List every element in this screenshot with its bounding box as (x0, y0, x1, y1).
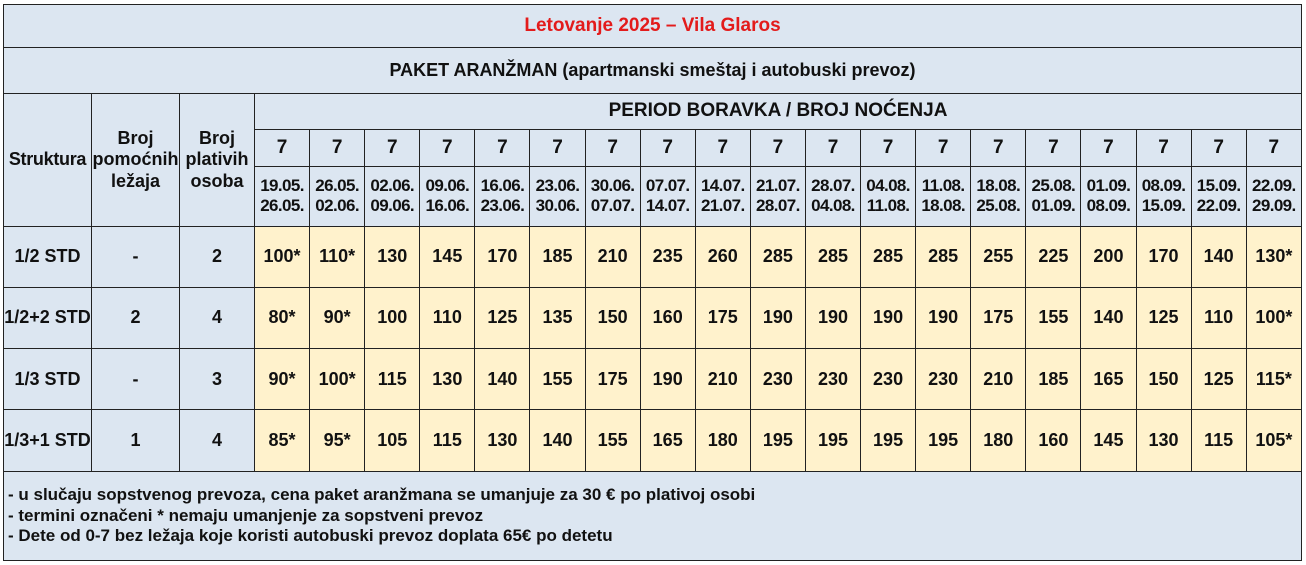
price-cell: 190 (861, 288, 916, 349)
period-dates (310, 166, 365, 226)
row-plative-osobe: 4 (180, 410, 255, 471)
row-struktura: 1/3 STD (4, 349, 92, 410)
period-nights: 7 (750, 130, 805, 166)
period-dates (971, 166, 1026, 226)
price-cell: 210 (971, 349, 1026, 410)
period-dates (365, 166, 420, 226)
row-plative-osobe: 2 (180, 226, 255, 287)
table-title: Letovanje 2025 – Vila Glaros (4, 5, 1302, 48)
price-cell: 285 (805, 226, 860, 287)
price-cell: 230 (861, 349, 916, 410)
price-cell: 185 (1026, 349, 1081, 410)
price-cell: 190 (640, 349, 695, 410)
price-cell: 285 (750, 226, 805, 287)
col-header-broj-pomocnih: Broj pomoćnih ležaja (92, 94, 180, 227)
period-dates (530, 166, 585, 226)
period-date-from: 14.07. (700, 175, 745, 195)
period-dates (1026, 166, 1081, 226)
price-cell: 110* (310, 226, 365, 287)
price-cell: 195 (861, 410, 916, 471)
price-cell: 170 (475, 226, 530, 287)
period-dates (750, 166, 805, 226)
row-pomocni-lezaji: 1 (92, 410, 180, 471)
row-struktura: 1/3+1 STD (4, 410, 92, 471)
price-cell: 140 (1191, 226, 1246, 287)
notes-section (4, 471, 1302, 560)
price-cell: 125 (475, 288, 530, 349)
period-nights: 7 (585, 130, 640, 166)
price-cell: 90* (255, 349, 310, 410)
price-cell: 160 (1026, 410, 1081, 471)
period-nights: 7 (916, 130, 971, 166)
period-date-to: 29.09. (1252, 196, 1296, 216)
period-date-from: 19.05. (260, 175, 304, 195)
price-cell: 165 (640, 410, 695, 471)
price-cell: 195 (805, 410, 860, 471)
price-cell: 180 (695, 410, 750, 471)
price-cell: 190 (805, 288, 860, 349)
price-cell: 90* (310, 288, 365, 349)
period-date-to: 11.08. (866, 196, 910, 216)
period-date-to: 18.08. (921, 196, 965, 216)
period-date-to: 08.09. (1086, 196, 1131, 216)
price-cell: 225 (1026, 226, 1081, 287)
table-row (4, 226, 1302, 287)
period-date-from: 01.09. (1086, 175, 1131, 195)
price-cell: 130 (420, 349, 475, 410)
price-cell: 110 (420, 288, 475, 349)
price-table (3, 4, 1302, 561)
price-cell: 230 (750, 349, 805, 410)
row-pomocni-lezaji: - (92, 226, 180, 287)
price-cell: 145 (420, 226, 475, 287)
price-cell: 150 (585, 288, 640, 349)
period-date-from: 07.07. (645, 175, 690, 195)
price-cell: 175 (695, 288, 750, 349)
price-cell: 115* (1246, 349, 1301, 410)
period-dates (640, 166, 695, 226)
period-date-from: 26.05. (315, 175, 359, 195)
price-cell: 185 (530, 226, 585, 287)
price-cell: 160 (640, 288, 695, 349)
period-date-from: 23.06. (535, 175, 580, 195)
price-cell: 140 (475, 349, 530, 410)
period-nights: 7 (420, 130, 475, 166)
price-cell: 195 (750, 410, 805, 471)
price-cell: 125 (1191, 349, 1246, 410)
period-date-to: 15.09. (1141, 196, 1186, 216)
period-date-from: 04.08. (866, 175, 910, 195)
period-date-to: 26.05. (260, 196, 304, 216)
period-date-from: 02.06. (370, 175, 415, 195)
period-date-to: 09.06. (370, 196, 415, 216)
period-nights: 7 (1191, 130, 1246, 166)
period-date-to: 28.07. (756, 196, 800, 216)
price-cell: 285 (861, 226, 916, 287)
row-plative-osobe: 3 (180, 349, 255, 410)
period-date-to: 07.07. (590, 196, 635, 216)
period-date-to: 23.06. (480, 196, 525, 216)
period-nights: 7 (1081, 130, 1136, 166)
price-cell: 100* (310, 349, 365, 410)
period-dates (916, 166, 971, 226)
period-nights: 7 (971, 130, 1026, 166)
price-cell: 110 (1191, 288, 1246, 349)
period-date-from: 11.08. (921, 175, 965, 195)
price-cell: 130 (475, 410, 530, 471)
period-dates (1191, 166, 1246, 226)
table-row (4, 410, 1302, 471)
row-plative-osobe: 4 (180, 288, 255, 349)
period-nights: 7 (475, 130, 530, 166)
period-nights: 7 (805, 130, 860, 166)
period-dates (1136, 166, 1191, 226)
period-date-from: 08.09. (1141, 175, 1186, 195)
price-cell: 190 (916, 288, 971, 349)
price-cell: 175 (585, 349, 640, 410)
period-nights: 7 (255, 130, 310, 166)
row-struktura: 1/2+2 STD (4, 288, 92, 349)
period-nights: 7 (695, 130, 750, 166)
period-date-to: 04.08. (811, 196, 855, 216)
price-cell: 190 (750, 288, 805, 349)
period-date-from: 30.06. (590, 175, 635, 195)
price-cell: 115 (420, 410, 475, 471)
period-dates (1246, 166, 1301, 226)
period-date-to: 14.07. (645, 196, 690, 216)
price-cell: 200 (1081, 226, 1136, 287)
period-dates (695, 166, 750, 226)
period-dates (805, 166, 860, 226)
price-cell: 135 (530, 288, 585, 349)
period-nights: 7 (310, 130, 365, 166)
period-date-to: 02.06. (315, 196, 359, 216)
note-asterisk: - termini označeni * nemaju umanjenje za sopstveni prevoz (8, 505, 484, 525)
period-date-to: 21.07. (700, 196, 745, 216)
period-nights: 7 (861, 130, 916, 166)
period-date-from: 28.07. (811, 175, 855, 195)
table-subtitle: PAKET ARANŽMAN (apartmanski smeštaj i autobuski prevoz) (4, 48, 1302, 94)
col-header-struktura: Struktura (4, 94, 92, 227)
price-cell: 105* (1246, 410, 1301, 471)
price-cell: 100 (365, 288, 420, 349)
period-date-to: 22.09. (1196, 196, 1241, 216)
period-nights: 7 (530, 130, 585, 166)
period-date-from: 25.08. (1031, 175, 1076, 195)
col-header-period: PERIOD BORAVKA / BROJ NOĆENJA (255, 94, 1302, 130)
price-cell: 145 (1081, 410, 1136, 471)
price-cell: 235 (640, 226, 695, 287)
row-pomocni-lezaji: 2 (92, 288, 180, 349)
price-cell: 230 (805, 349, 860, 410)
period-nights: 7 (640, 130, 695, 166)
price-cell: 115 (1191, 410, 1246, 471)
price-cell: 100* (255, 226, 310, 287)
price-cell: 170 (1136, 226, 1191, 287)
period-dates (420, 166, 475, 226)
table-row (4, 349, 1302, 410)
price-cell: 130* (1246, 226, 1301, 287)
price-cell: 285 (916, 226, 971, 287)
period-dates (1081, 166, 1136, 226)
period-dates (861, 166, 916, 226)
price-cell: 95* (310, 410, 365, 471)
price-cell: 115 (365, 349, 420, 410)
period-date-from: 22.09. (1252, 175, 1296, 195)
price-cell: 155 (1026, 288, 1081, 349)
period-date-from: 16.06. (480, 175, 525, 195)
period-nights: 7 (365, 130, 420, 166)
price-cell: 210 (695, 349, 750, 410)
price-cell: 85* (255, 410, 310, 471)
period-nights: 7 (1136, 130, 1191, 166)
price-cell: 155 (530, 349, 585, 410)
period-date-from: 21.07. (756, 175, 800, 195)
price-cell: 125 (1136, 288, 1191, 349)
row-struktura: 1/2 STD (4, 226, 92, 287)
price-cell: 140 (530, 410, 585, 471)
price-cell: 150 (1136, 349, 1191, 410)
period-dates (585, 166, 640, 226)
price-cell: 155 (585, 410, 640, 471)
period-date-from: 09.06. (425, 175, 470, 195)
price-cell: 130 (365, 226, 420, 287)
period-dates (475, 166, 530, 226)
price-cell: 255 (971, 226, 1026, 287)
price-cell: 210 (585, 226, 640, 287)
col-header-broj-plativih: Broj plativih osoba (180, 94, 255, 227)
price-cell: 180 (971, 410, 1026, 471)
period-nights: 7 (1246, 130, 1301, 166)
price-cell: 195 (916, 410, 971, 471)
period-nights: 7 (1026, 130, 1081, 166)
price-cell: 130 (1136, 410, 1191, 471)
row-pomocni-lezaji: - (92, 349, 180, 410)
table-row (4, 288, 1302, 349)
price-cell: 105 (365, 410, 420, 471)
period-date-to: 25.08. (976, 196, 1021, 216)
price-cell: 100* (1246, 288, 1301, 349)
price-cell: 230 (916, 349, 971, 410)
price-cell: 80* (255, 288, 310, 349)
note-own-transport: - u slučaju sopstvenog prevoza, cena paket aranžmana se umanjuje za 30 € po plativoj osobi (8, 485, 756, 505)
price-cell: 165 (1081, 349, 1136, 410)
period-date-to: 01.09. (1031, 196, 1076, 216)
period-dates (255, 166, 310, 226)
price-cell: 175 (971, 288, 1026, 349)
period-date-to: 16.06. (425, 196, 470, 216)
note-child-supplement: - Dete od 0-7 bez ležaja koje koristi autobuski prevoz doplata 65€ po detetu (8, 526, 613, 546)
price-cell: 140 (1081, 288, 1136, 349)
price-cell: 260 (695, 226, 750, 287)
period-date-from: 18.08. (976, 175, 1021, 195)
period-date-to: 30.06. (535, 196, 580, 216)
period-date-from: 15.09. (1196, 175, 1241, 195)
